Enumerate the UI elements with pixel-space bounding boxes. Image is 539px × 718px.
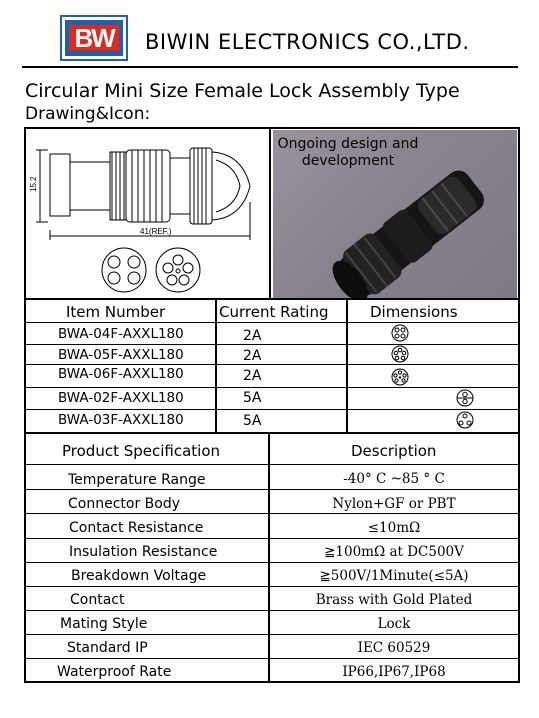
current-rating: 5A	[243, 413, 262, 429]
spec-value: ≧100mΩ at DC500V	[324, 544, 464, 560]
spec-label: Contact Resistance	[69, 520, 204, 536]
spec-label: Breakdown Voltage	[71, 568, 207, 584]
item-number: BWA-02F-AXXL180	[58, 390, 184, 406]
spec-label: Insulation Resistance	[69, 544, 218, 560]
spec-value: ≤10mΩ	[367, 520, 421, 536]
grid-line	[24, 464, 520, 465]
spec-label: Contact	[70, 592, 125, 608]
photo-caption-line1: Ongoing design and	[277, 136, 419, 152]
spec-label: Connector Body	[68, 496, 180, 512]
current-rating: 2A	[243, 328, 262, 344]
col-header-description: Description	[351, 442, 437, 460]
grid-line	[269, 127, 271, 299]
6-pin-face-icon	[390, 368, 410, 386]
photo-caption-line2: development	[301, 153, 395, 169]
grid-line	[24, 409, 520, 410]
spec-value: -40° C ~85 ° C	[343, 471, 445, 487]
item-number: BWA-05F-AXXL180	[58, 347, 184, 363]
connector-photo-icon	[273, 130, 517, 298]
grid-line	[215, 299, 217, 433]
col-header-product-specification: Product Specification	[62, 442, 221, 460]
page-title: Circular Mini Size Female Lock Assembly Type	[25, 80, 460, 102]
length-dimension: 41(REF.)	[140, 227, 172, 236]
5-pin-face-icon	[390, 345, 410, 363]
spec-value: Nylon+GF or PBT	[332, 496, 456, 512]
grid-line	[346, 299, 348, 433]
grid-line	[24, 298, 520, 300]
grid-line	[24, 586, 520, 587]
item-number: BWA-04F-AXXL180	[58, 326, 184, 342]
grid-line	[24, 562, 520, 563]
current-rating: 2A	[243, 368, 262, 384]
header-divider	[22, 66, 518, 68]
item-number: BWA-06F-AXXL180	[58, 366, 184, 382]
grid-line	[24, 489, 520, 490]
col-header-current-rating: Current Rating	[219, 303, 329, 321]
item-number: BWA-03F-AXXL180	[58, 412, 184, 428]
grid-line	[24, 432, 520, 434]
grid-line	[24, 344, 520, 345]
header	[0, 0, 539, 80]
spec-value: Lock	[377, 616, 411, 632]
grid-line	[24, 322, 520, 323]
spec-label: Temperature Range	[68, 472, 206, 488]
2-pin-face-icon	[455, 389, 475, 407]
current-rating: 2A	[243, 348, 262, 364]
grid-line	[24, 513, 520, 514]
col-header-item-number: Item Number	[66, 303, 166, 321]
4-pin-face-icon	[390, 324, 410, 342]
spec-label: Standard IP	[67, 640, 148, 656]
spec-value: ≧500V/1Minute(≤5A)	[319, 568, 469, 584]
grid-line	[24, 387, 520, 388]
company-name: BIWIN ELECTRONICS CO.,LTD.	[145, 30, 470, 54]
biwin-logo	[62, 17, 126, 59]
spec-value: IP66,IP67,IP68	[342, 664, 446, 680]
height-dimension: 15.2	[29, 176, 38, 192]
grid-line	[24, 538, 520, 539]
current-rating: 5A	[243, 390, 262, 406]
product-photo	[273, 130, 517, 298]
technical-drawing	[28, 132, 268, 297]
spec-label: Mating Style	[60, 616, 148, 632]
section-subtitle: Drawing&Icon:	[25, 104, 151, 124]
grid-line	[24, 610, 520, 611]
grid-line	[24, 364, 520, 365]
spec-value: Brass with Gold Plated	[315, 592, 473, 608]
spec-value: IEC 60529	[357, 640, 431, 656]
col-header-dimensions: Dimensions	[370, 303, 458, 321]
spec-label: Waterproof Rate	[57, 664, 172, 680]
grid-line	[24, 658, 520, 659]
grid-line	[24, 634, 520, 635]
3-pin-face-icon	[455, 411, 475, 429]
logo-text: BW	[69, 25, 119, 51]
